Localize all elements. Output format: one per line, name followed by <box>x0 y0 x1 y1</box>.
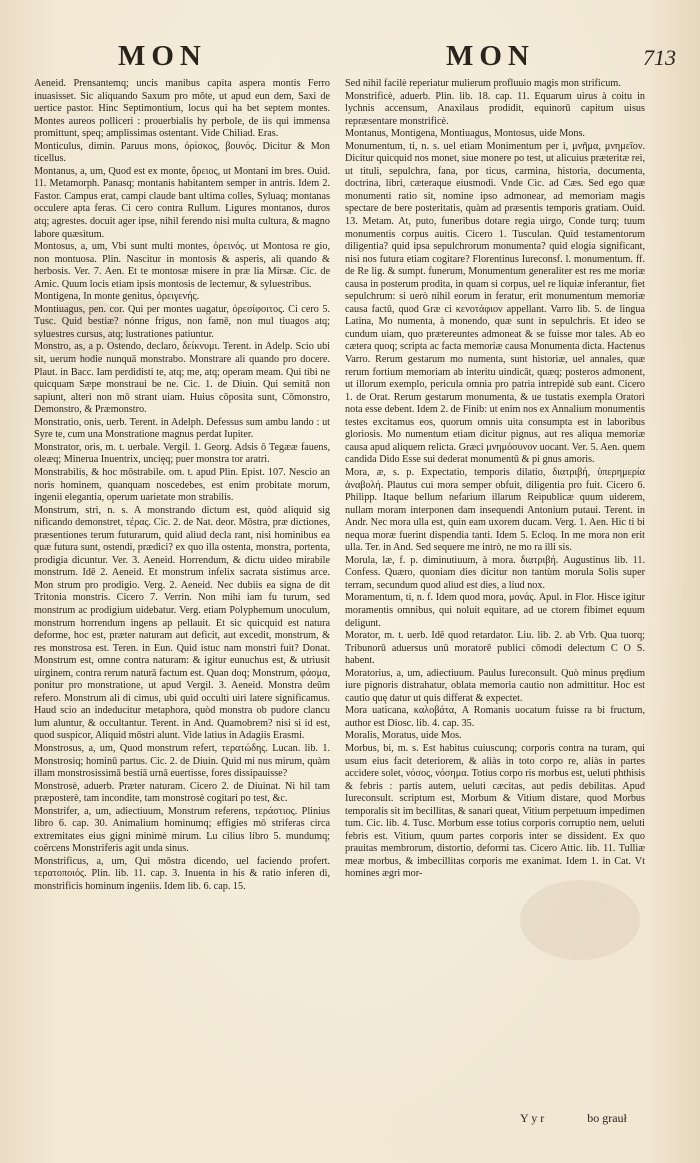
dictionary-entry: Monstrificus, a, um, Qui mōstra dicendo, uel faciendo profert. τερατοποιός. Plin. lib. 11. cap. 3. Inuenta in his & ratio inferen di, monstrificis hominum ingeniis. Idem lib. 6. cap. 15. <box>34 855 330 892</box>
header-right-word: MON <box>446 40 535 72</box>
dictionary-entry: Monstrabilis, & hoc mōstrabile. om. t. apud Plin. Epist. 107. Nescio an noris hominem, quanquam noscedebes, est enim probitate morum, ingenii elegantia, operum uarietate mon strabilis. <box>34 466 330 504</box>
dictionary-entry: Monstrifer, a, um, adiectiuum, Monstrum referens, τεράστιος. Plinius libro 6. cap. 30. Animalium hominumq; effigies mō striferas circa extremitates eius gigni minimè mirum. Lu cilius libro 5. mundumq; coërcens Monstriferis agit unda sinus. <box>34 805 330 855</box>
dictionary-entry: Moralis, Moratus, uide Mos. <box>345 730 462 742</box>
dictionary-entry: Monstrificè, aduerb. Plin. lib. 18. cap. 11. Equarum uirus à coitu in lychnis accensum, Anaxilaus prodidit, equinorū capitum uisus repræsentare monstrificè. <box>345 90 645 127</box>
dictionary-entry: Moramentum, ti, n. f. Idem quod mora, μονάς. Apul. in Flor. Hisce igitur moramentis omnibus, qui noluit equitare, ad ue ctorem fibimet equum deligunt. <box>345 592 645 629</box>
signature-mark: Y y r <box>520 1111 545 1125</box>
paper-stain <box>520 880 640 960</box>
dictionary-entry: Monstrator, oris, m. t. uerbale. Vergil. 1. Georg. Adsis ô Tegææ fauens, oleæq; Minerua Inuentrix, uncięq; puer monstra tor aratri. <box>34 441 330 466</box>
dictionary-entry: Montanus, Montigena, Montiuagus, Montosus, uide Mons. <box>345 128 585 140</box>
dictionary-entry: Aeneid. Prensantemq; uncis manibus capita aspera montis Ferro inuasisset. Sic aliquando Saxum pro mōte, ut apud eun dem, Saxi de uertice pastor. Hinc Septimontium, locus qui ha bet septem montes. Montes aureos polliceri : prouerbialis hy perbole, de iis qui immensa promittunt, speq; amplissimas ostentant. Vide Chiliad. Eras. <box>34 78 330 140</box>
dictionary-entry: Monstrosus, a, um, Quod monstrum refert, τερατώδης. Lucan. lib. 1. Monstrosiq; hominū partus. Cic. 2. de Diuin. Quid mi nus mirum, quàm illam monstrosissimā bestiā urnā euertisse, fores dissipauisse? <box>34 742 330 780</box>
left-column <box>34 78 330 894</box>
dictionary-entry: Monticulus, dimin. Paruus mons, ὀρίσκος, βουνός. Dicitur & Mon ticellus. <box>34 140 330 165</box>
page-footer <box>520 1111 667 1126</box>
header-left-word: MON <box>118 40 207 72</box>
catchword: bo grauł <box>587 1111 627 1125</box>
dictionary-entry: Mora uaticana, καλοβάτα, A Romanis uocatum fuisse ra bi fructum, author est Diosc. lib. 4. cap. 35. <box>345 705 645 729</box>
dictionary-entry: Montanus, a, um, Quod est ex monte, ὄρειος, ut Montani im bres. Ouid. 11. Metamorph. Panasq; montanis habitantem semper in antris. Idem 2. Fastor. Campus erat, campi claude bant ultima colles, Syluaq; montanas occulere apta feras. Ci cero contra Rullum. Ligures montanos, duros atq; agrestes. docuit ager ipse, nihil ferendo nisi multa cultura, & magno labore quæsitum. <box>34 165 330 240</box>
dictionary-entry: Montiuagus, pen. cor. Qui per montes uagatur, ὀρεσίφοιτος. Ci cero 5. Tusc. Quid bestiæ? nónne frigus, non famē, non mul tiuagos atq; syluestres cursus, atq; lustrationes patiuntur. <box>34 303 330 340</box>
dictionary-entry: Morbus, bi, m. s. Est habitus cuiuscunq; corporis contra na turam, qui usum eius facit deteriorem, & aliàs in toto corpo re, aliàs in partes accidere solet, νόσος, νόσημα. Totius corpo ris morbus est, ueluti phthisis & febris : partis autem, ueluti cæcitas, aut pedis debilitas. Apud Iureconsult. scriptum est, Morbum & Vitium distare, quod Morbus temporalis sit im becillitas, & sanari queat, Vitium perpetuum impedimen tum. Cic. lib. 4. Tusc. Morbum esse totius corporis corruptio nem, ueluti febris est. Vitium, quum partes corporis inter se dissident. Ex quo prauitas membrorum, distortio, deformi tas. Cicero Attic. lib. 11. Tulliæ meæ morbus, & imbecillitas corporis me exanimat. Idem 1. in Cat. Vt homines ægri mor- <box>345 742 645 880</box>
dictionary-entry: Montigena, In monte genitus, ὀρειγενής. <box>34 291 200 303</box>
dictionary-entry: Monstratio, onis, uerb. Terent. in Adelph. Defessus sum ambu lando : ut Syre te, cum una Monstratione magnus perdat Iupiter. <box>34 416 330 441</box>
dictionary-entry: Morula, læ, f. p. diminutiuum, à mora. διατριβή. Augustinus lib. 11. Confess. Quæro, quoniam dies dicitur non tantùm morula Solis super terram, secundum quod aliud est dies, a liud nox. <box>345 554 645 591</box>
dictionary-entry: Monstrosè, aduerb. Præter naturam. Cicero 2. de Diuinat. Ni hil tam præposterè, tam incondite, tam monstrosè cogitari po test, &c. <box>34 780 330 805</box>
running-header <box>0 40 700 80</box>
dictionary-entry: Sed nihil facilè reperiatur mulierum profluuio magis mon strificum. <box>345 78 621 89</box>
dictionary-entry: Monstro, as, a p. Ostendo, declaro, δείκνυμι. Terent. in Adelp. Scio ubi sit, uerum hodie nunquā monstrabo. Monstrare ali quando pro docere. Plaut. in Bacc. Iam perdidisti te, atq; me, atq; operam meam. Qui tibi ne quicquam Sæpe monstraui be ne. Cic. 1. de Diuin. Qui semitā non sapiunt, alteri non mō strant uiam. Huius cōposita sunt, Cōmonstro, Demonstro, & Præmonstro. <box>34 341 330 416</box>
dictionary-entry: Monumentum, ti, n. s. uel etiam Monimentum per i, μνῆμα, μνημεῖον. Dicitur quicquid nos monet, siue monere po test, ut alicuius præteritæ rei, ut tituli, sepulchra, fana, por ticus, carmina, historia, documenta, doctrina, libri, cæteraque eiusmodi. Vnde Cic. ad Cæs. Sed ego quæ monumenti ratio sit, nomine ipso admonear, ad memoriam magis spectare de bere posteritatis, quàm ad præsentis temporis gratiam. Ouid. 13. Metam. At, puto, funeribus dotare regia uirgo, Conde turq; tuum monumentis corpus auitis. Cicero 1. Tusculan. Quid testamentorum diligentia? quid ipsa sepulchrorum monumenta? quid elogia significant, nisi nos futura etiam cogitare? Florentinus Iureconsf. l. monumentum. ff. de Re lig. & sumpt. funerum, Monumentum generaliter est res me moriæ causa in posterum prodita, in quam si corpus, uel re liquiæ inferantur, fiet sepulchrum: si uerò nihil eorum in feratur, erit monumentum memoriæ causa factū, quod Græ ci κενοτάφιον appellant. Varro lib. 5. de lingua Latina, Mo numenta, à monendo, quæ sunt in sepulchris. Et ideo se cundum uiam, quo prætereuntes admoneat & se fuisse mor tales. Ab eo cætera quoq; scripta ac facta memoriæ causa Monumenta dicta. Hactenus Varro. Rerum gestarum mo numenta, sunt historiæ, uel annales, quæ rerum fortium memoriam ab interitu uindicāt, quæq; posteros admonent, ut illorum exemplo, pericula omnia pro patria intrepidè sub eant. Cicero 1. de Orat. Rerum gestarum monumenta, & ue tustatis exempla Oratori nota esse debent. Idem 2. de Finib: ut enim nos ex Annalium monumentis testes excitamus eos, quorum omnis uita consumpta est in laboribus gloriosis. Mo numentum etiam dicitur pignus, aut res aliqua memoriæ causa apud aliquem relicta. Græci μνημόσυνον uocant. Ver. 5. Aen. quem candida Dido Esse sui dederat monumentū & pi gnus amoris. <box>345 140 645 466</box>
dictionary-entry: Monstrum, stri, n. s. A monstrando dictum est, quòd aliquid sig nificando demonstret, τέρας. Cic. 2. de Nat. deor. Mōstra, præ dictiones, præsentiones terum futurarum, quid aliud decla rant, nisi hominibus ea quæ futura sunt, ostendi, prædici? ex quo illa ostenta, monstra, portenta, prodigia dicuntur. Ver. 3. Aeneid. Horrendum, & dictu uideo mirabile monstrum. Idē 2. Aeneid. Et monstrum infelix sacrata sistimus arce. Mon strum pro prodigio. Verg. 2. Aeneid. Nec dubiis ea signa de dit Tritonia monstris. Cicero 7. Verrin. Non mihi iam fu turum, sed monstrum ac prodigium uidebatur. Verg. etiam Polyphemum unoculum, monstrum horrendum ingens ap pellauit. Et sic quicquid est natura deforme, hoc est, præter naturam aut deficit, aut excedit, monstrum, & res monstrosa est. Teren. in Eun. Quid istuc nam monstri fuit? Donat. Monstrum est, omne contra naturam: & igitur eunuchus est, & utriusit uirginem, contra rerum naturā factum est. Quan doq; Monstrum, φάσμα, ponitur pro monstratione, ut apud Vergil. 3. Aeneid. Monstra deûm refero. Monstrum ali di cimus, ubi quid occulti uiri latere significamus. Haud scio an indeducitur metaphora, quòd monstra ob pudore clancu lum aluntur, & occultantur. Terent. in And. Quamobrem? nisi si id est, quod suspicor, Aliquid mōstri alunt. Vide latius in Adagiis Erasmi. <box>34 504 330 742</box>
page-number: 713 <box>643 45 676 70</box>
dictionary-entry: Morator, m. t. uerb. Idē quod retardator. Liu. lib. 2. ab Vrb. Qua tuorq; Tribunorū aduersus unū moratorē publici cōmodi delectum C O S. habent. <box>345 630 645 667</box>
dictionary-entry: Mora, æ, s. p. Expectatio, temporis dilatio, διατριβή, ὑπερημερία ἀναβολή. Plautus cui mora semper obfuit, diligentia pro fuit. Cicero 6. Philipp. Itaque bellum nefarium illarum Reipublicæ quum uiderem, nullam moram interponen dam insequendi Antonium putaui. Terent. in Andr. Nec mora ulla est, quin eam uxorem ducam. Verg. 1. Aen. Hic ti bi nequa moræ fuerint dispendia tanti. Idem 5. Ecloq. In me mora non erit ulla. Ter. in And. Sed sequere me intrò, ne mo ra illi sis. <box>345 466 645 554</box>
dictionary-entry: Moratorius, a, um, adiectiuum. Paulus Iureconsult. Quò minus prędium iure pignoris distrahatur, oblata memoria cautio non admittitur. Hoc est cautio quę datur ut quis differat & expectet. <box>345 667 645 704</box>
dictionary-entry: Montosus, a, um, Vbi sunt multi montes, ὀρεινός. ut Montosa re gio, non montuosa. Plin. Nascitur in montosis & asperis, ali quando & herbosis. Ver. 7. Aen. Et te montosæ misere in præ lia Mirsæ. Cic. de Amic. Quum locis etiam ipsis montosis de lectemur, & syluestribus. <box>34 241 330 290</box>
right-column <box>345 78 645 881</box>
